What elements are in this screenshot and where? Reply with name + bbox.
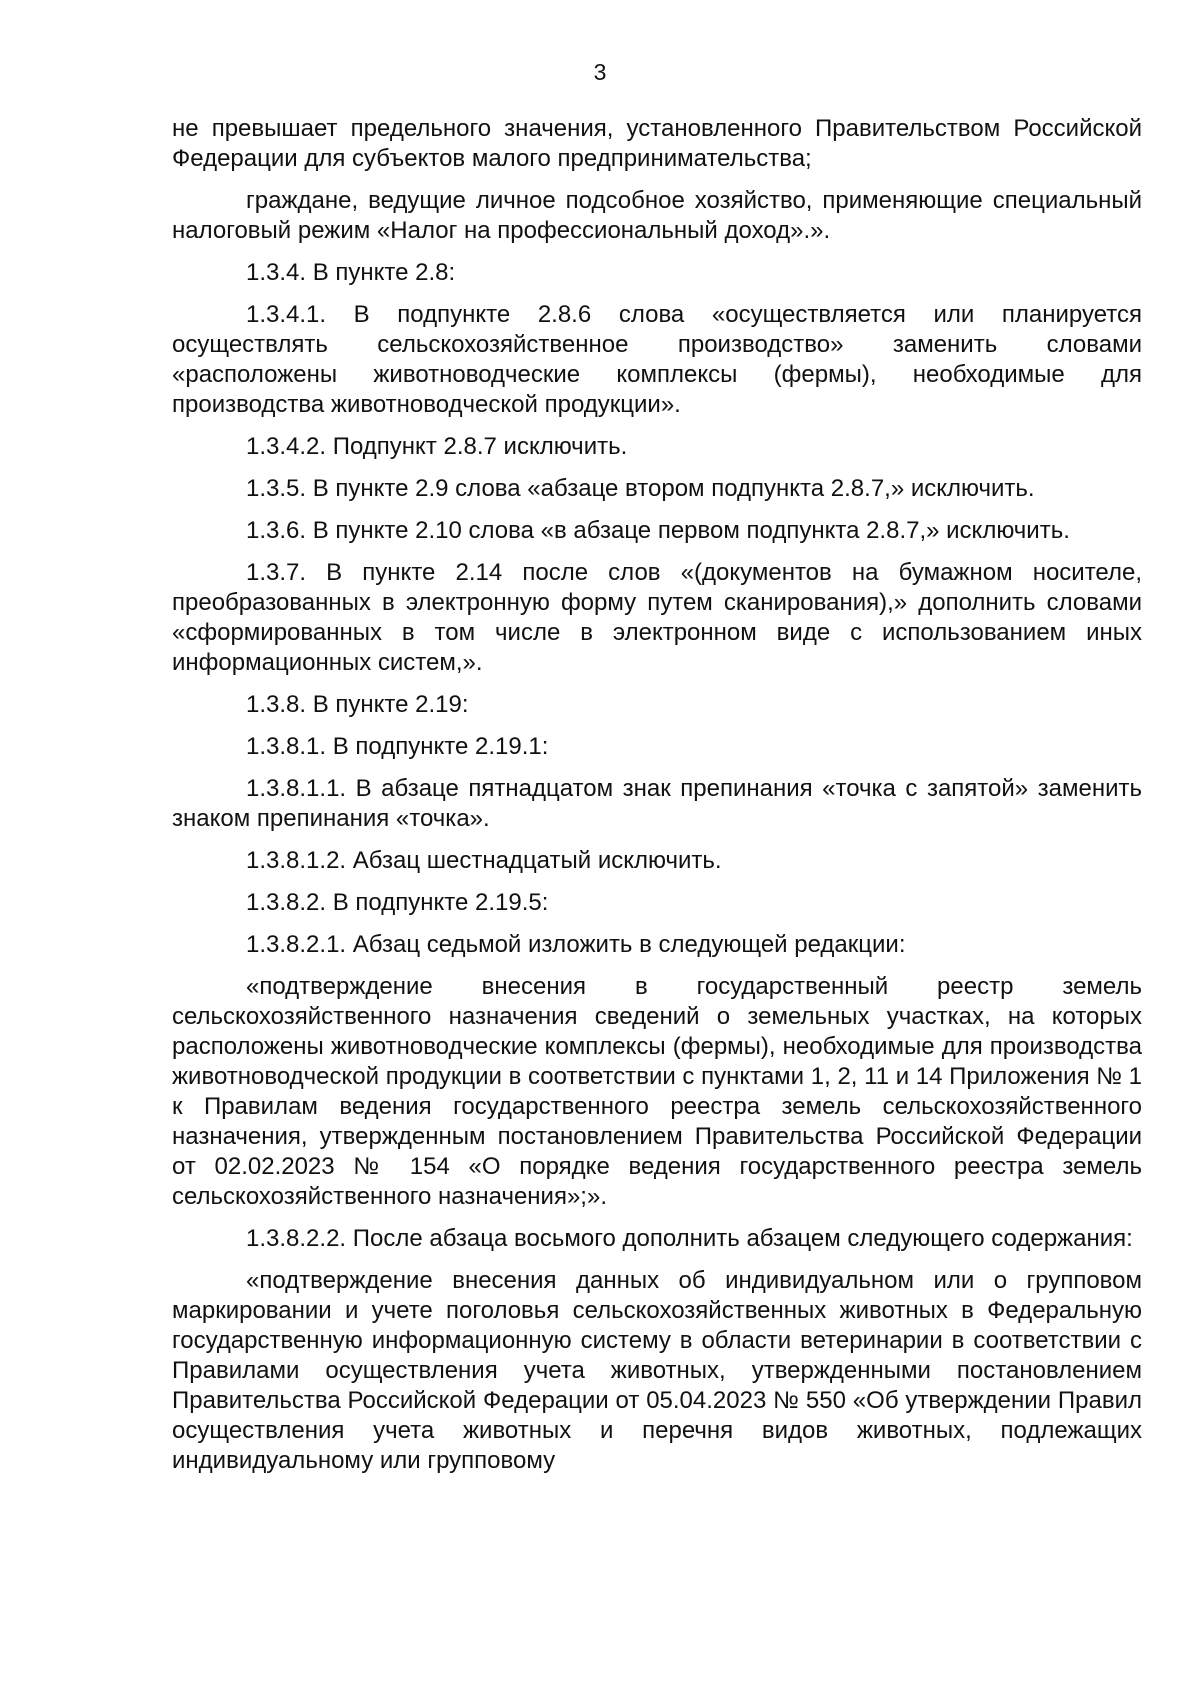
paragraph: «подтверждение внесения данных об индивидуальном или о групповом маркировании и учете поголовья сельскохозяйственных животных в Федеральную государственную информационную систему в области ветеринарии в соответствии с Правилами осуществления учета животных, утвержденными постановлением Правительства Российской Федерации от 05.04.2023 № 550 «Об утверждении Правил осуществления учета животных и перечня видов животных, подлежащих индивидуальному или групповому xyxy=(172,1267,1142,1474)
paragraph: 1.3.4.2. Подпункт 2.8.7 исключить. xyxy=(246,433,628,460)
paragraph: 1.3.8.2.1. Абзац седьмой изложить в следующей редакции: xyxy=(246,931,906,958)
paragraph: 1.3.8.2. В подпункте 2.19.5: xyxy=(246,889,549,916)
paragraph: 1.3.8.1.1. В абзаце пятнадцатом знак препинания «точка с запятой» заменить знаком препинания «точка». xyxy=(172,775,1142,832)
paragraph: 1.3.8.1. В подпункте 2.19.1: xyxy=(246,733,549,760)
paragraph: не превышает предельного значения, установленного Правительством Российской Федерации для субъектов малого предпринимательства; xyxy=(172,115,1142,172)
page-number: 3 xyxy=(593,59,607,85)
paragraph: 1.3.8. В пункте 2.19: xyxy=(246,691,469,718)
paragraph: 1.3.7. В пункте 2.14 после слов «(документов на бумажном носителе, преобразованных в электронную форму путем сканирования),» дополнить словами «сформированных в том числе в электронном виде с использованием иных информационных систем,». xyxy=(172,559,1142,676)
paragraph: «подтверждение внесения в государственный реестр земель сельскохозяйственного назначения сведений о земельных участках, на которых расположены животноводческие комплексы (фермы), необходимые для производства животноводческой продукции в соответствии с пунктами 1, 2, 11 и 14 Приложения № 1 к Правилам ведения государственного реестра земель сельскохозяйственного назначения, утвержденным постановлением Правительства Российской Федерации от 02.02.2023 № 154 «О порядке ведения государственного реестра земель сельскохозяйственного назначения»;». xyxy=(172,973,1142,1210)
paragraph: 1.3.5. В пункте 2.9 слова «абзаце втором подпункта 2.8.7,» исключить. xyxy=(246,475,1035,502)
document-body xyxy=(172,114,1142,1488)
paragraph: 1.3.8.1.2. Абзац шестнадцатый исключить. xyxy=(246,847,722,874)
paragraph: граждане, ведущие личное подсобное хозяйство, применяющие специальный налоговый режим «Налог на профессиональный доход».». xyxy=(172,187,1142,244)
paragraph: 1.3.4.1. В подпункте 2.8.6 слова «осуществляется или планируется осуществлять сельскохозяйственное производство» заменить словами «расположены животноводческие комплексы (фермы), необходимые для производства животноводческой продукции». xyxy=(172,301,1142,418)
paragraph: 1.3.4. В пункте 2.8: xyxy=(246,259,456,286)
paragraph: 1.3.8.2.2. После абзаца восьмого дополнить абзацем следующего содержания: xyxy=(246,1225,1133,1252)
paragraph: 1.3.6. В пункте 2.10 слова «в абзаце первом подпункта 2.8.7,» исключить. xyxy=(246,517,1070,544)
